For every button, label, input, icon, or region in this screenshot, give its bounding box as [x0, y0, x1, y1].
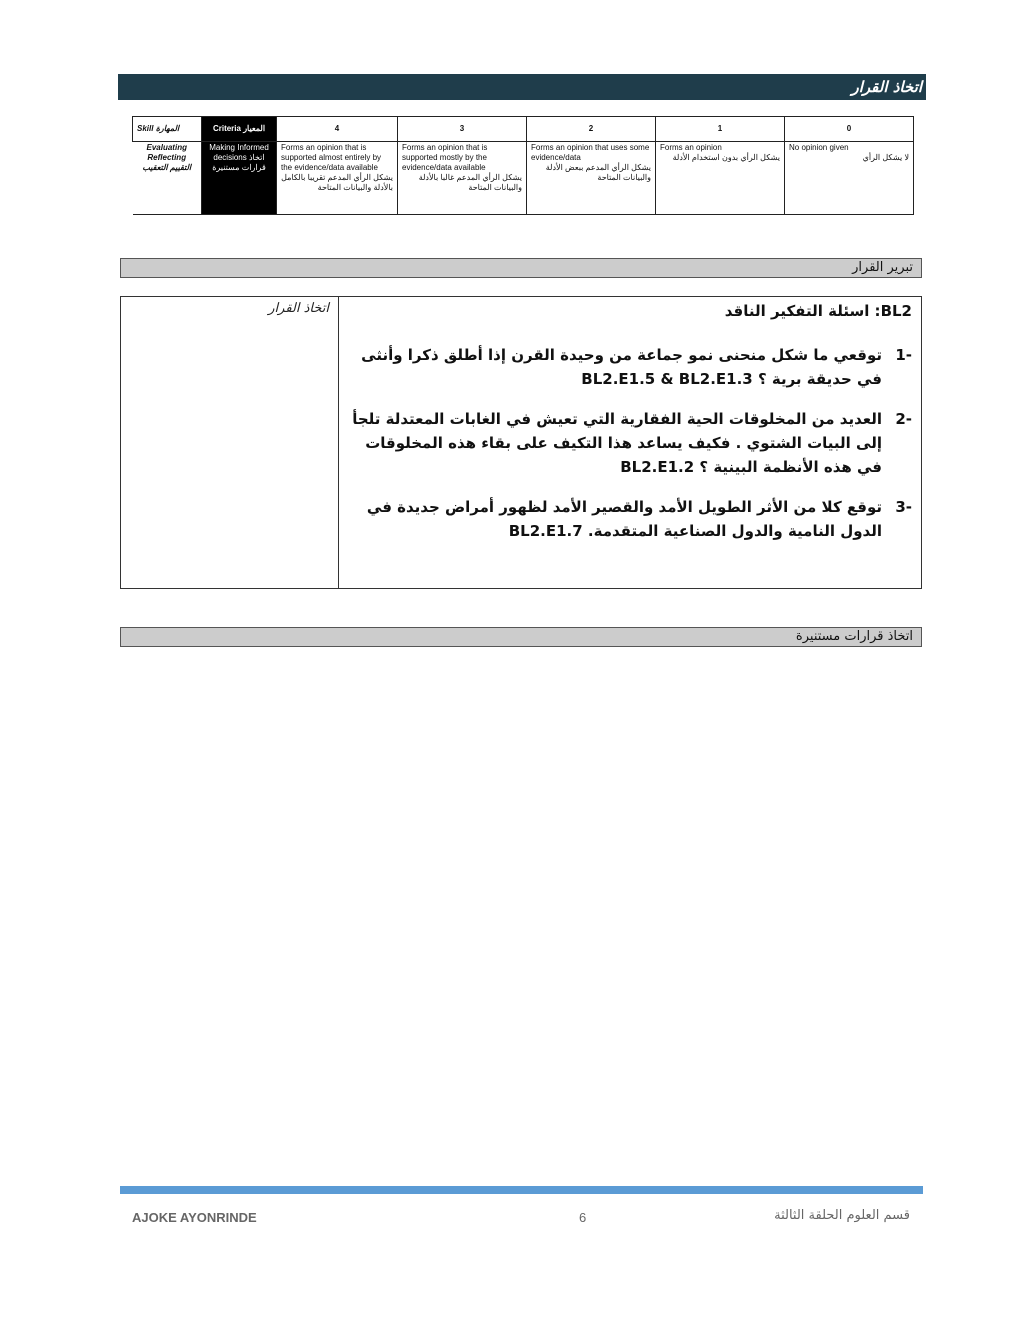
- question-text: توقعي ما شكل منحنى نمو جماعة من وحيدة القرن إذا أطلق ذكرا وأنثى في حديقة برية ؟ BL2.E1.5 & BL2.E1.3: [361, 346, 882, 388]
- descriptor-en: Forms an opinion that uses some evidence/data: [531, 143, 650, 162]
- question-number: -1: [895, 346, 912, 364]
- descriptor-en: Forms an opinion: [660, 143, 722, 152]
- rubric-descriptor-1: [656, 142, 785, 215]
- questions-box-divider: [338, 297, 339, 588]
- section-justification-title: تبرير القرار: [852, 260, 913, 275]
- footer-department: قسم العلوم الحلقة الثالثة: [774, 1208, 910, 1223]
- rubric-header-level-2: 2: [527, 117, 656, 142]
- question-item: [346, 495, 912, 543]
- rubric-header-skill: Skill المهارة: [133, 117, 202, 142]
- rubric-header-row: [133, 117, 914, 142]
- rubric-header-level-1: 1: [656, 117, 785, 142]
- question-item: [346, 343, 912, 391]
- rubric-descriptor-3: [398, 142, 527, 215]
- rubric-criteria-cell: Making Informed decisions اتخاذ قرارات مستنيرة: [202, 142, 277, 215]
- rubric-descriptor-0: [785, 142, 914, 215]
- descriptor-en: Forms an opinion that is supported mostly by the evidence/data available: [402, 143, 488, 172]
- question-number: -3: [895, 498, 912, 516]
- question-text: توقع كلا من الأثر الطويل الأمد والقصير الأمد لظهور أمراض جديدة في الدول النامية والدول الصناعية المتقدمة. BL2.E1.7: [366, 498, 882, 540]
- question-item: [346, 407, 912, 479]
- descriptor-ar: يشكل الرأي المدعم تقريبا بالكامل بالأدلة والبيانات المتاحة: [281, 173, 393, 192]
- page-title-bar: [118, 74, 926, 100]
- rubric-header-level-0: 0: [785, 117, 914, 142]
- question-text: العديد من المخلوقات الحية الفقارية التي تعيش في الغابات المعتدلة تلجأ إلى البيات الشتوي . فكيف يساعد هذا التكيف على بقاء هذه المخلوقات في هذه الأنظمة البينية ؟ BL2.E1.2: [352, 410, 882, 476]
- footer-author: AJOKE AYONRINDE: [132, 1210, 257, 1225]
- rubric-table: [132, 116, 914, 215]
- rubric-descriptor-2: [527, 142, 656, 215]
- descriptor-en: No opinion given: [789, 143, 849, 152]
- descriptor-ar: يشكل الرأي المدعم غالبا بالأدلة والبيانات المتاحة: [418, 173, 522, 192]
- rubric-body-row: [133, 142, 914, 215]
- descriptor-ar: لا يشكل الرأي: [862, 153, 909, 162]
- questions-heading: BL2: اسئلة التفكير الناقد: [724, 302, 912, 320]
- section-informed-decisions-bar: [120, 627, 922, 647]
- questions-box-left-label: اتخاذ القرار: [268, 301, 329, 316]
- rubric-header-level-3: 3: [398, 117, 527, 142]
- section-justification-bar: [120, 258, 922, 278]
- page-title: اتخاذ القرار: [851, 78, 922, 96]
- questions-box: [120, 296, 922, 589]
- descriptor-en: Forms an opinion that is supported almost entirely by the evidence/data available: [281, 143, 382, 172]
- rubric-skill-cell: Evaluating Reflecting التقييم التعقيب: [133, 142, 202, 215]
- descriptor-ar: يشكل الرأي بدون استخدام الأدلة: [672, 153, 780, 162]
- descriptor-ar: يشكل الرأي المدعم ببعض الأدلة والبيانات المتاحة: [545, 163, 651, 182]
- section-informed-decisions-title: اتخاذ قرارات مستنيرة: [795, 629, 913, 644]
- rubric-header-level-4: 4: [277, 117, 398, 142]
- footer-page-number: 6: [579, 1210, 587, 1225]
- questions-area: [346, 299, 912, 559]
- rubric-header-criteria: Criteria المعيار: [202, 117, 277, 142]
- footer-divider: [120, 1186, 923, 1194]
- rubric-descriptor-4: [277, 142, 398, 215]
- question-number: -2: [895, 410, 912, 428]
